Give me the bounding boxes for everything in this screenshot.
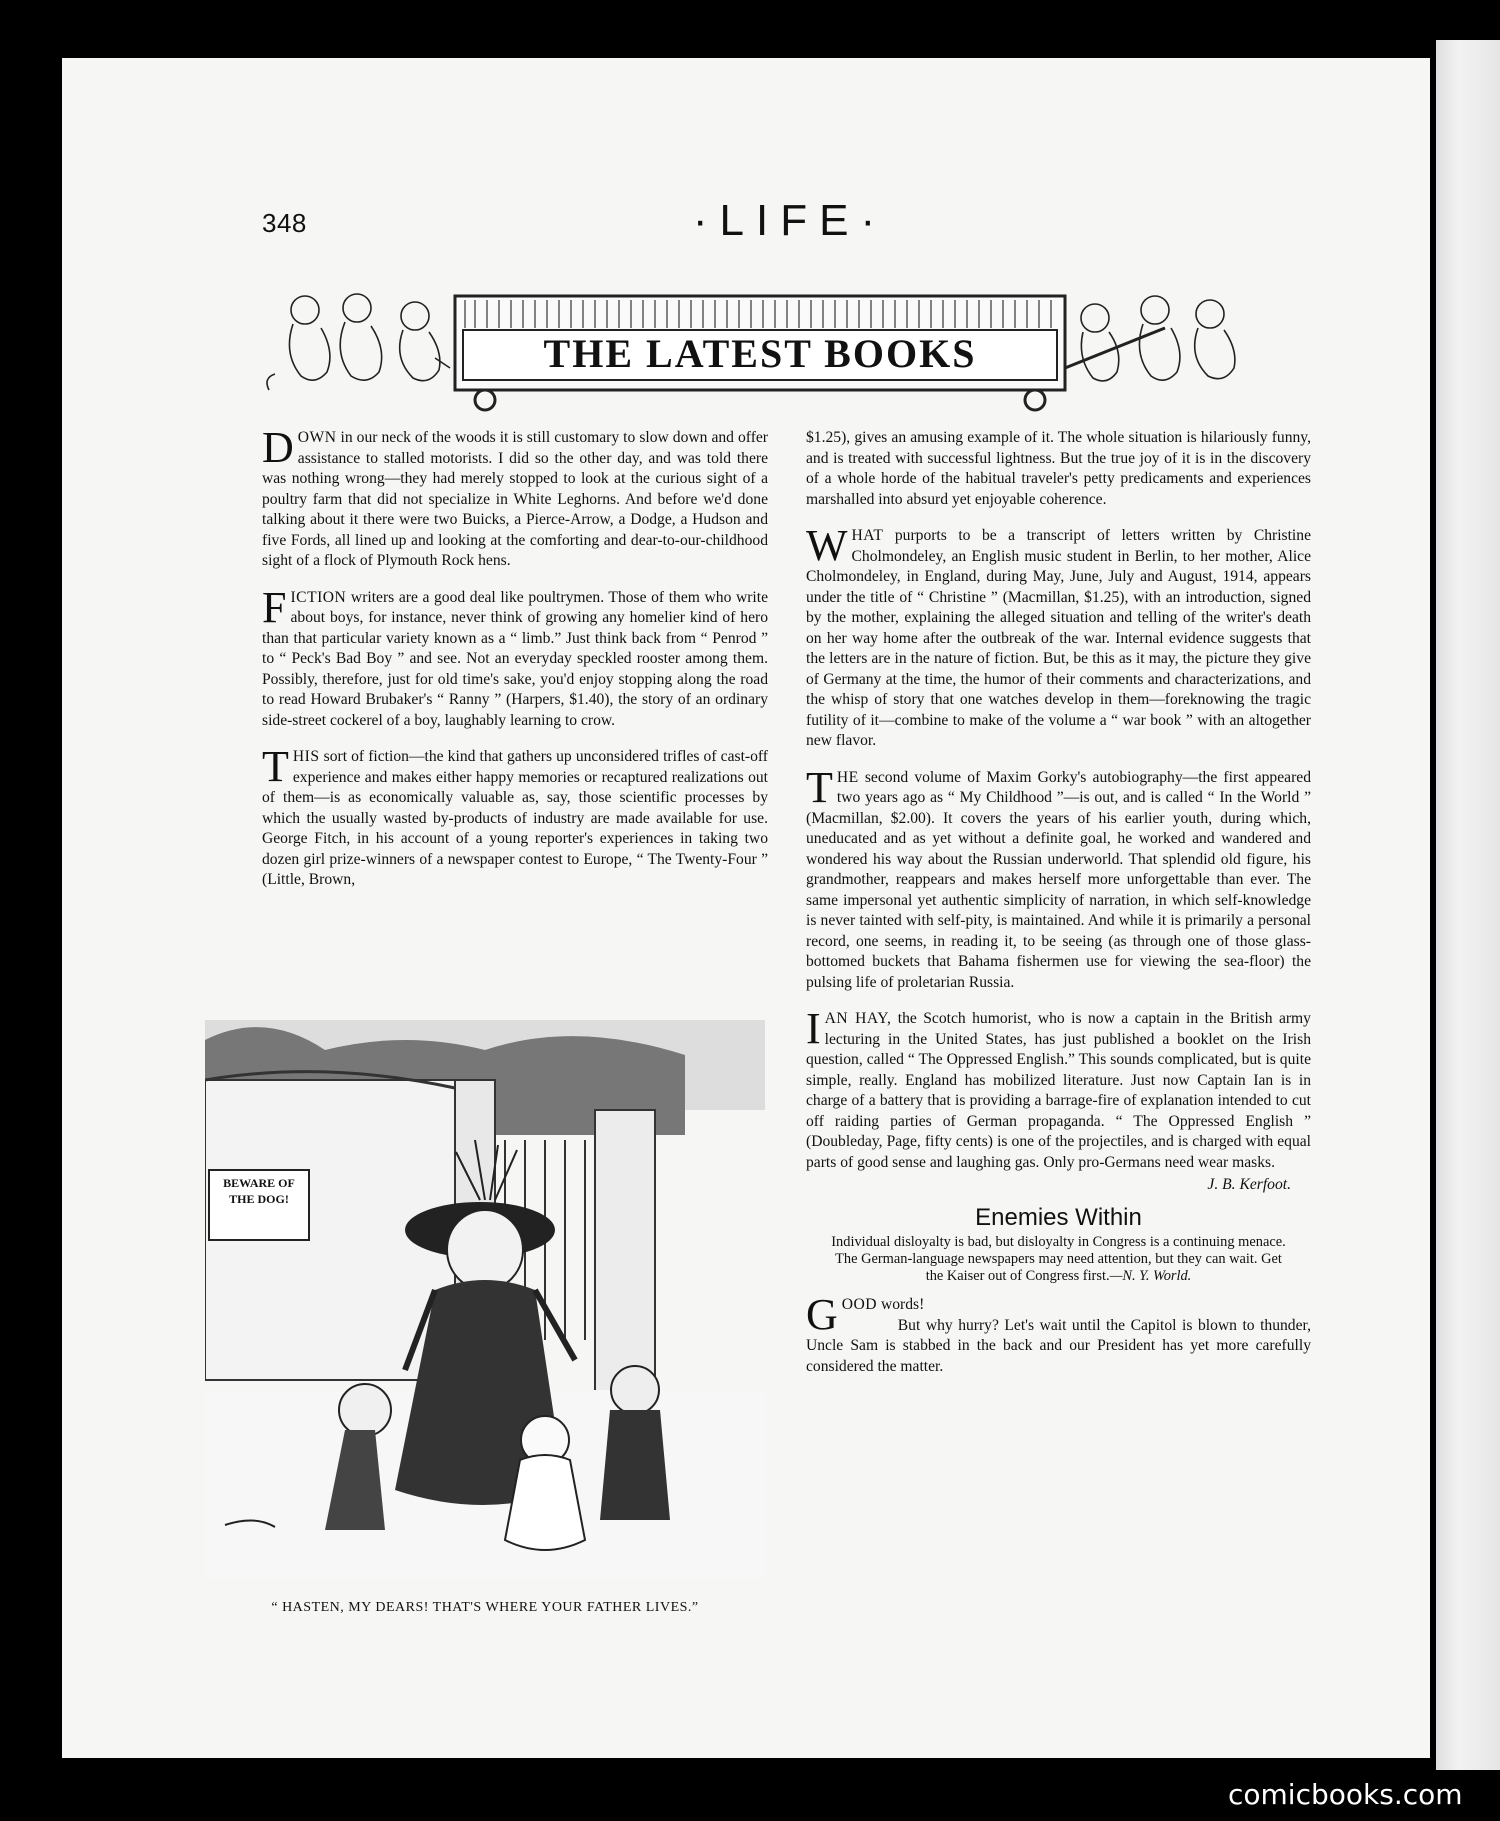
masthead-title: ·LIFE· [692,196,888,245]
article-paragraph: WHAT purports to be a transcript of letters written by Christine Cholmondeley, an English music student in Berlin, to her mother, Alice Cholmondeley, in England, during May, June, July and August, 1914, appears under the title of “ Christine ” (Macmillan, $1.25), with an introduction, signed by the mother, explaining the alleged situation and telling of the writer's death on her way home after the outbreak of the war. Internal evidence suggests that the letters are in the nature of fiction. But, be this as it may, the picture they give of Germany at the time, the humor of their comments and characterizations, and the whisp of story that one watches develop in them—foreknowing the tragic futility of it—combine to make of the volume a “ war book ” with an altogether new flavor. [806,521,1311,749]
site-watermark: comicbooks.com [1228,1778,1463,1811]
page-number: 348 [262,208,307,238]
drop-cap: G [806,1290,838,1339]
article-paragraph: IAN HAY, the Scotch humorist, who is now a captain in the British army lecturing in the United States, has just published a booklet on the Irish question, called “ The Oppressed English.” This sounds complicated, but is quite simple, really. England has mobilized literature. Just now Captain Ian is in charge of a battery that is providing a barrage-fire of explanation intended to cut off raiding parties of German propaganda. “ The Oppressed English ” (Doubleday, Page, fifty cents) is one of the projectiles, and is charged with equal parts of good sense and laughing gas. Only pro-Germans need wear masks. [806,1004,1311,1171]
author-signature: J. B. Kerfoot. [1207,1176,1291,1193]
banner-illustration [265,288,1265,418]
drop-cap: T [262,742,289,791]
cartoon-illustration [205,1020,765,1580]
article-paragraph: $1.25), gives an amusing example of it. The whole situation is hilariously funny, and is treated with successful lightness. But the true joy of it is in the discovery of a whole horde of the habitual traveler's petty predicaments and experiences marshalled into absurd yet enjoyable coherence. [806,429,1311,508]
article-paragraph: But why hurry? Let's wait until the Capitol is blown to thunder, Uncle Sam is stabbed in the back and our President has yet more carefully considered the matter. [806,1316,1311,1375]
drop-cap: D [262,423,294,472]
article-paragraph: THE second volume of Maxim Gorky's autobiography—the first appeared two years ago as “ My Childhood ”—is out, and is called “ In the World ” (Macmillan, $2.00). It covers the years of his earlier youth, during which, uneducated and as yet without a definite goal, he worked and wandered and wondered his way about the Russian underworld. That splendid old figure, his grandmother, reappears and makes herself more unforgettable than ever. The same impersonal yet authentic simplicity of narration, in which self-knowledge is never tainted with self-pity, is maintained. And while it is primarily a personal record, one seems, in reading it, to be seeing (as through one of those glass-bottomed buckets that Bahama fishermen use for viewing the sea-floor) the pulsing life of proletarian Russia. [806,762,1311,991]
quoted-excerpt: Individual disloyalty is bad, but disloyalty in Congress is a continuing menace. The German-language newspapers may need attention, but they can wait. Get the Kaiser out of Congress first.—N. Y. World. [831,1234,1286,1284]
drop-cap: W [806,521,848,570]
article-paragraph: DOWN in our neck of the woods it is still customary to slow down and offer assistance to stalled motorists. I did so the other day, and was told there was nothing wrong—they had merely stopped to look at the curious sight of a poultry farm that did not specialize in White Leghorns. And before we'd done talking about it there were two Buicks, a Pierce-Arrow, a Dodge, a Hudson and five Fords, all lined up and looking at the comforting and dear-to-our-childhood sight of a flock of Plymouth Rock hens. [262,423,768,569]
drop-cap: I [806,1004,821,1053]
article-paragraph: THIS sort of fiction—the kind that gathers up unconsidered trifles of cast-off experience and makes either happy memories or recaptured realizations out of them—is as economically valuable as, say, those scientific processes by which the usually wasted by-products of industry are made available for use. George Fitch, in his account of a young reporter's experiences in taking two dozen girl prize-winners of a newspaper contest to Europe, “ The Twenty-Four ” (Little, Brown, [262,742,768,888]
section-heading: Enemies Within [975,1203,1142,1231]
beware-sign: BEWARE OF THE DOG! [223,1176,295,1206]
left-column [262,423,768,907]
illustration-caption: “ HASTEN, MY DEARS! THAT'S WHERE YOUR FATHER LIVES.” [271,1600,699,1615]
banner-title: THE LATEST BOOKS [543,331,977,376]
article-paragraph: GOOD words! [806,1290,925,1339]
facing-page-edge [1432,40,1500,1770]
right-column [806,428,1311,1393]
drop-cap: F [262,582,287,632]
article-paragraph: FICTION writers are a good deal like poultrymen. Those of them who write about boys, for instance, never think of growing any homelier kind of hero than that particular variety known as a “ limb.” Just think back from “ Penrod ” to “ Peck's Bad Boy ” and see. Not an everyday speckled rooster among them. Possibly, therefore, just for old time's sake, you'd enjoy stopping along the road to read Howard Brubaker's “ Ranny ” (Harpers, $1.40), the story of an ordinary side-street cockerel of a boy, laughably learning to crow. [262,582,768,729]
drop-cap: T [806,762,833,812]
